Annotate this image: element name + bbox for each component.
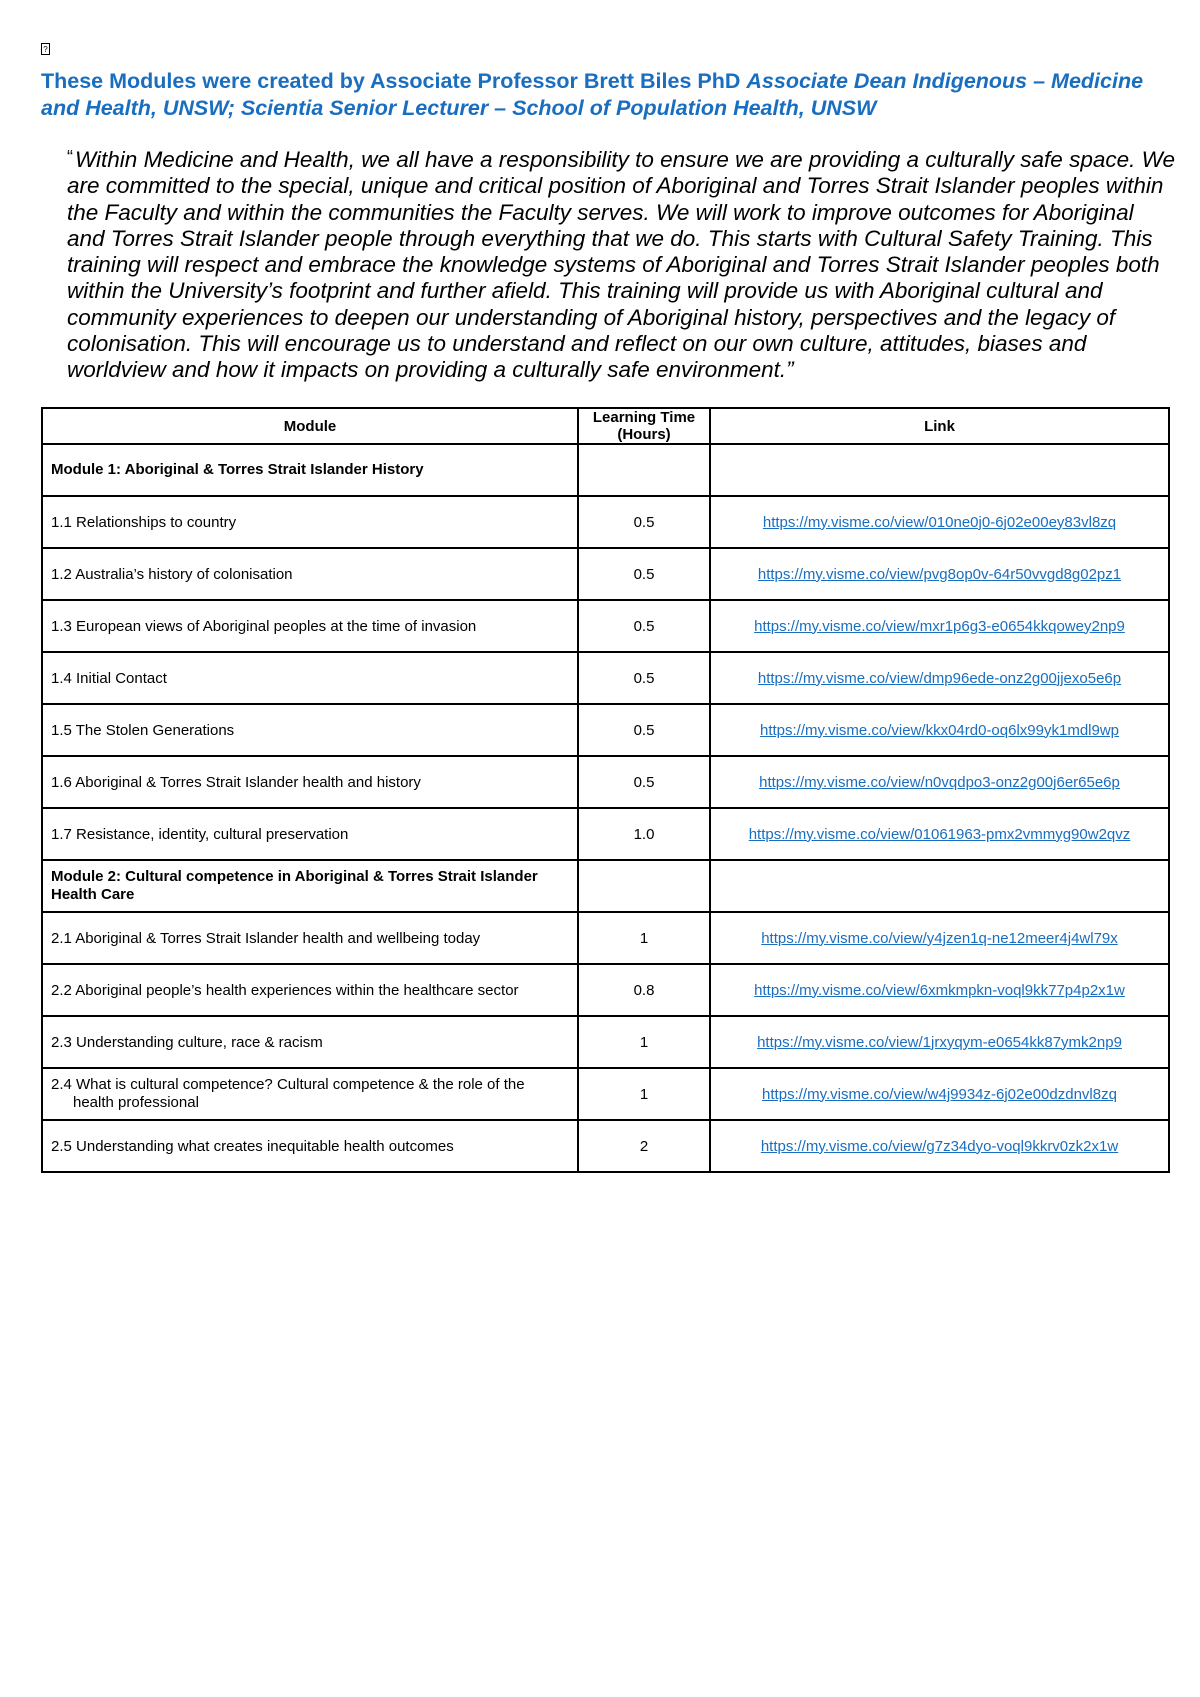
row-name: 1.5 The Stolen Generations (42, 704, 578, 756)
row-name: 2.3 Understanding culture, race & racism (42, 1016, 578, 1068)
table-header-row (42, 408, 1169, 444)
row-link[interactable]: https://my.visme.co/view/kkx04rd0-oq6lx99yk1mdl9wp (759, 721, 1120, 739)
table-row (42, 808, 1169, 860)
author-heading-bold: These Modules were created by Associate Professor Brett Biles PhD (41, 69, 747, 93)
empty-cell (578, 444, 710, 496)
row-name: 1.6 Aboriginal & Torres Strait Islander health and history (42, 756, 578, 808)
table-row (42, 1068, 1169, 1120)
table-row (42, 912, 1169, 964)
row-hours: 1.0 (578, 808, 710, 860)
row-name: 2.1 Aboriginal & Torres Strait Islander health and wellbeing today (42, 912, 578, 964)
row-hours: 0.5 (578, 756, 710, 808)
row-link[interactable]: https://my.visme.co/view/mxr1p6g3-e0654kkqowey2np9 (754, 617, 1125, 635)
row-name: 2.2 Aboriginal people’s health experiences within the healthcare sector (42, 964, 578, 1016)
module-2-title: Module 2: Cultural competence in Aboriginal & Torres Strait Islander Health Care (42, 860, 578, 912)
row-name-line1: 2.4 What is cultural competence? Cultural competence & the role of the (51, 1076, 525, 1093)
row-hours: 0.5 (578, 600, 710, 652)
row-hours: 0.5 (578, 496, 710, 548)
row-link[interactable]: https://my.visme.co/view/dmp96ede-onz2g00jjexo5e6p (757, 669, 1122, 687)
row-name: 2.5 Understanding what creates inequitable health outcomes (42, 1120, 578, 1172)
module-1-section-row (42, 444, 1169, 496)
row-hours: 0.8 (578, 964, 710, 1016)
row-hours: 1 (578, 1016, 710, 1068)
row-name: 1.1 Relationships to country (42, 496, 578, 548)
table-row (42, 704, 1169, 756)
table-row (42, 1016, 1169, 1068)
dean-quote (67, 144, 1177, 384)
row-hours: 0.5 (578, 652, 710, 704)
table-row (42, 1120, 1169, 1172)
modules-table (41, 407, 1170, 1173)
table-row (42, 496, 1169, 548)
row-hours: 1 (578, 1068, 710, 1120)
row-hours: 1 (578, 912, 710, 964)
table-row (42, 756, 1169, 808)
missing-glyph-icon: ? (41, 43, 50, 55)
quote-open-mark: “ (67, 147, 73, 167)
table-row (42, 652, 1169, 704)
row-name: 1.4 Initial Contact (42, 652, 578, 704)
header-learning-time: Learning Time (Hours) (578, 408, 710, 444)
author-heading-italic: Associate Dean Indigenous – Medicine and Health, UNSW; Scientia Senior Lecturer – School of Population Health, UNSW (41, 69, 1144, 120)
row-name (42, 1068, 578, 1120)
empty-cell (710, 860, 1169, 912)
quote-text: Within Medicine and Health, we all have a responsibility to ensure we are providing a culturally safe space. We are committed to the special, unique and critical position of Aboriginal and Torres Strait Islander peoples within the Faculty and within the communities the Faculty serves. We will work to improve outcomes for Aboriginal and Torres Strait Islander people through everything that we do. This starts with Cultural Safety Training. This training will respect and embrace the knowledge systems of Aboriginal and Torres Strait Islander peoples both within the University’s footprint and further afield. This training will provide us with Aboriginal cultural and community experiences to deepen our understanding of Aboriginal history, perspectives and the legacy of colonisation. This will encourage us to understand and reflect on our own culture, attitudes, biases and worldview and how it impacts on providing a culturally safe environment.” (67, 147, 1175, 383)
row-link[interactable]: https://my.visme.co/view/010ne0j0-6j02e00ey83vl8zq (762, 513, 1117, 531)
row-link[interactable]: https://my.visme.co/view/01061963-pmx2vmmyg90w2qvz (748, 825, 1131, 843)
row-hours: 0.5 (578, 548, 710, 600)
row-hours: 2 (578, 1120, 710, 1172)
row-link[interactable]: https://my.visme.co/view/pvg8op0v-64r50vvgd8g02pz1 (757, 565, 1122, 583)
empty-cell (578, 860, 710, 912)
header-link: Link (710, 408, 1169, 444)
module-1-title: Module 1: Aboriginal & Torres Strait Islander History (42, 444, 578, 496)
row-link[interactable]: https://my.visme.co/view/6xmkmpkn-voql9kk77p4p2x1w (754, 981, 1125, 999)
header-module: Module (42, 408, 578, 444)
row-link[interactable]: https://my.visme.co/view/1jrxyqym-e0654kk87ymk2np9 (757, 1033, 1122, 1051)
empty-cell (710, 444, 1169, 496)
row-name-line2: health professional (73, 1094, 199, 1111)
row-name: 1.2 Australia’s history of colonisation (42, 548, 578, 600)
author-heading (41, 68, 1166, 122)
row-hours: 0.5 (578, 704, 710, 756)
row-link[interactable]: https://my.visme.co/view/y4jzen1q-ne12meer4j4wl79x (761, 929, 1118, 947)
table-row (42, 548, 1169, 600)
row-link[interactable]: https://my.visme.co/view/n0vqdpo3-onz2g00j6er65e6p (759, 773, 1120, 791)
row-link[interactable]: https://my.visme.co/view/w4j9934z-6j02e00dzdnvl8zq (762, 1085, 1117, 1103)
module-2-section-row (42, 860, 1169, 912)
row-link[interactable]: https://my.visme.co/view/g7z34dyo-voql9kkrv0zk2x1w (760, 1137, 1119, 1155)
table-row (42, 964, 1169, 1016)
row-name: 1.7 Resistance, identity, cultural preservation (42, 808, 578, 860)
table-row (42, 600, 1169, 652)
row-name: 1.3 European views of Aboriginal peoples at the time of invasion (42, 600, 578, 652)
